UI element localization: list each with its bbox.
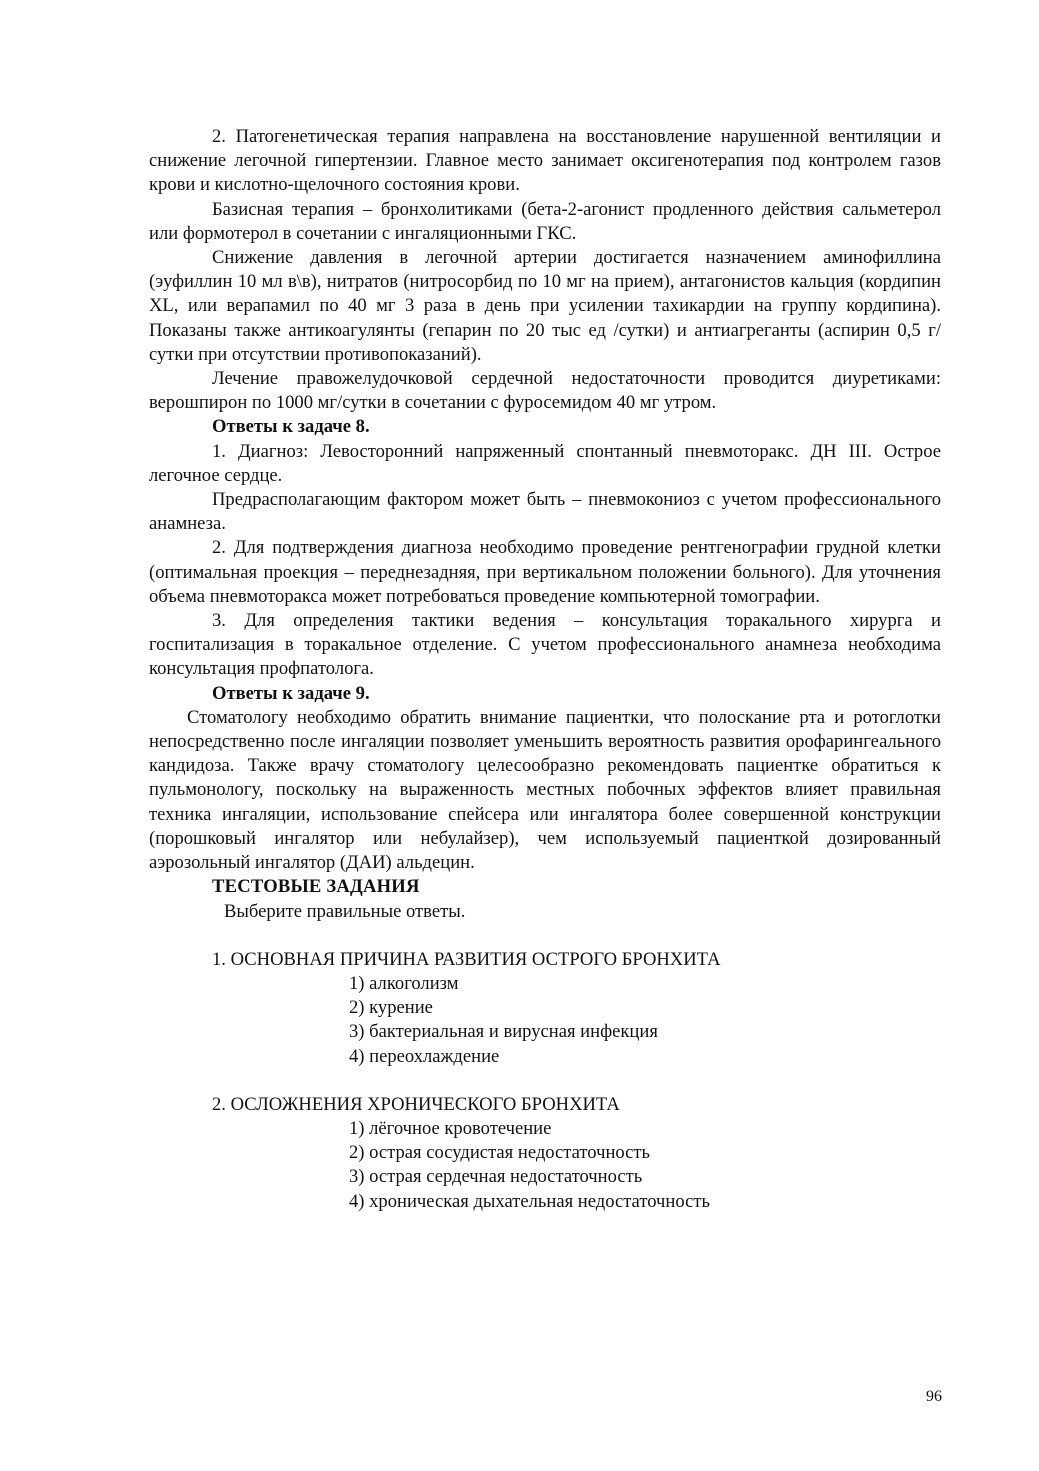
- paragraph-pulmonary-pressure: Снижение давления в легочной артерии достигается назначением аминофиллина (эуфиллин 10 мл в\в), нитратов (нитросорбид по 10 мг на прием), антагонистов кальция (кордипин XL, или верапамил по 40 мг 3 раза в день при усилении тахикардии на группу кордипина). Показаны также антикоагулянты (гепарин по 20 тыс ед /сутки) и антиагреганты (аспирин 0,5 г/сутки при отсутствии противопоказаний).: [149, 247, 941, 365]
- paragraph-basic-therapy: Базисная терапия – бронхолитиками (бета-2-агонист продленного действия сальметерол или формотерол в сочетании с ингаляционными ГКС.: [149, 198, 941, 244]
- heading-answers-task-9: Ответы к задаче 9.: [212, 682, 370, 704]
- paragraph-dentist: Стоматологу необходимо обратить внимание пациентки, что полоскание рта и ротоглотки непосредственно после ингаляции позволяет уменьшить вероятность развития орофарингеального кандидоза. Также врачу стоматологу целесообразно рекомендовать пациентке обратиться к пульмонологу, поскольку на выраженность местных побочных эффектов влияет правильная техника ингаляции, использование спейсера или ингалятора более совершенной конструкции (порошковый ингалятор или небулайзер), чем используемый пациенткой дозированный аэрозольный ингалятор (ДАИ) альдецин.: [149, 706, 941, 874]
- question-title: 1. ОСНОВНАЯ ПРИЧИНА РАЗВИТИЯ ОСТРОГО БРОНХИТА: [212, 948, 721, 970]
- paragraph-tactics: 3. Для определения тактики ведения – консультация торакального хирурга и госпитализация в торакальное отделение. С учетом профессионального анамнеза необходима консультация профпатолога.: [149, 610, 941, 680]
- page-number: 96: [926, 1388, 942, 1405]
- answer-option: 4) хроническая дыхательная недостаточность: [349, 1190, 710, 1212]
- paragraph-confirmation: 2. Для подтверждения диагноза необходимо проведение рентгенографии грудной клетки (оптимальная проекция – переднезадняя, при вертикальном положении больного). Для уточнения объема пневмоторакса может потребоваться проведение компьютерной томографии.: [149, 537, 941, 607]
- answer-option: 1) лёгочное кровотечение: [349, 1117, 552, 1139]
- heading-answers-task-8: Ответы к задаче 8.: [212, 416, 370, 438]
- question-title: 2. ОСЛОЖНЕНИЯ ХРОНИЧЕСКОГО БРОНХИТА: [212, 1093, 620, 1115]
- answer-option: 4) переохлаждение: [349, 1045, 500, 1067]
- section-title: ТЕСТОВЫЕ ЗАДАНИЯ: [212, 876, 420, 898]
- answer-option: 1) алкоголизм: [349, 972, 459, 994]
- question-1: [149, 948, 941, 1069]
- answer-option: 2) курение: [349, 997, 433, 1019]
- paragraph-predisposing-factor: Предрасполагающим фактором может быть – пневмокониоз с учетом профессионального анамнеза.: [149, 489, 941, 535]
- question-2: [149, 1093, 941, 1214]
- answer-option: 3) острая сердечная недостаточность: [349, 1166, 643, 1188]
- page-content: [149, 125, 941, 1214]
- paragraph-pathogenetic-therapy: 2. Патогенетическая терапия направлена на восстановление нарушенной вентиляции и снижение легочной гипертензии. Главное место занимает оксигенотерапия под контролем газов крови и кислотно-щелочного состояния крови.: [149, 126, 941, 196]
- answer-option: 3) бактериальная и вирусная инфекция: [349, 1021, 658, 1043]
- instruction-text: Выберите правильные ответы.: [224, 900, 466, 922]
- answer-option: 2) острая сосудистая недостаточность: [349, 1142, 651, 1164]
- questions-list: [149, 948, 941, 1214]
- paragraph-diagnosis: 1. Диагноз: Левосторонний напряженный спонтанный пневмоторакс. ДН III. Острое легочное сердце.: [149, 440, 941, 486]
- paragraph-right-heart-failure: Лечение правожелудочковой сердечной недостаточности проводится диуретиками: верошпирон по 1000 мг/сутки в сочетании с фуросемидом 40 мг утром.: [149, 368, 941, 414]
